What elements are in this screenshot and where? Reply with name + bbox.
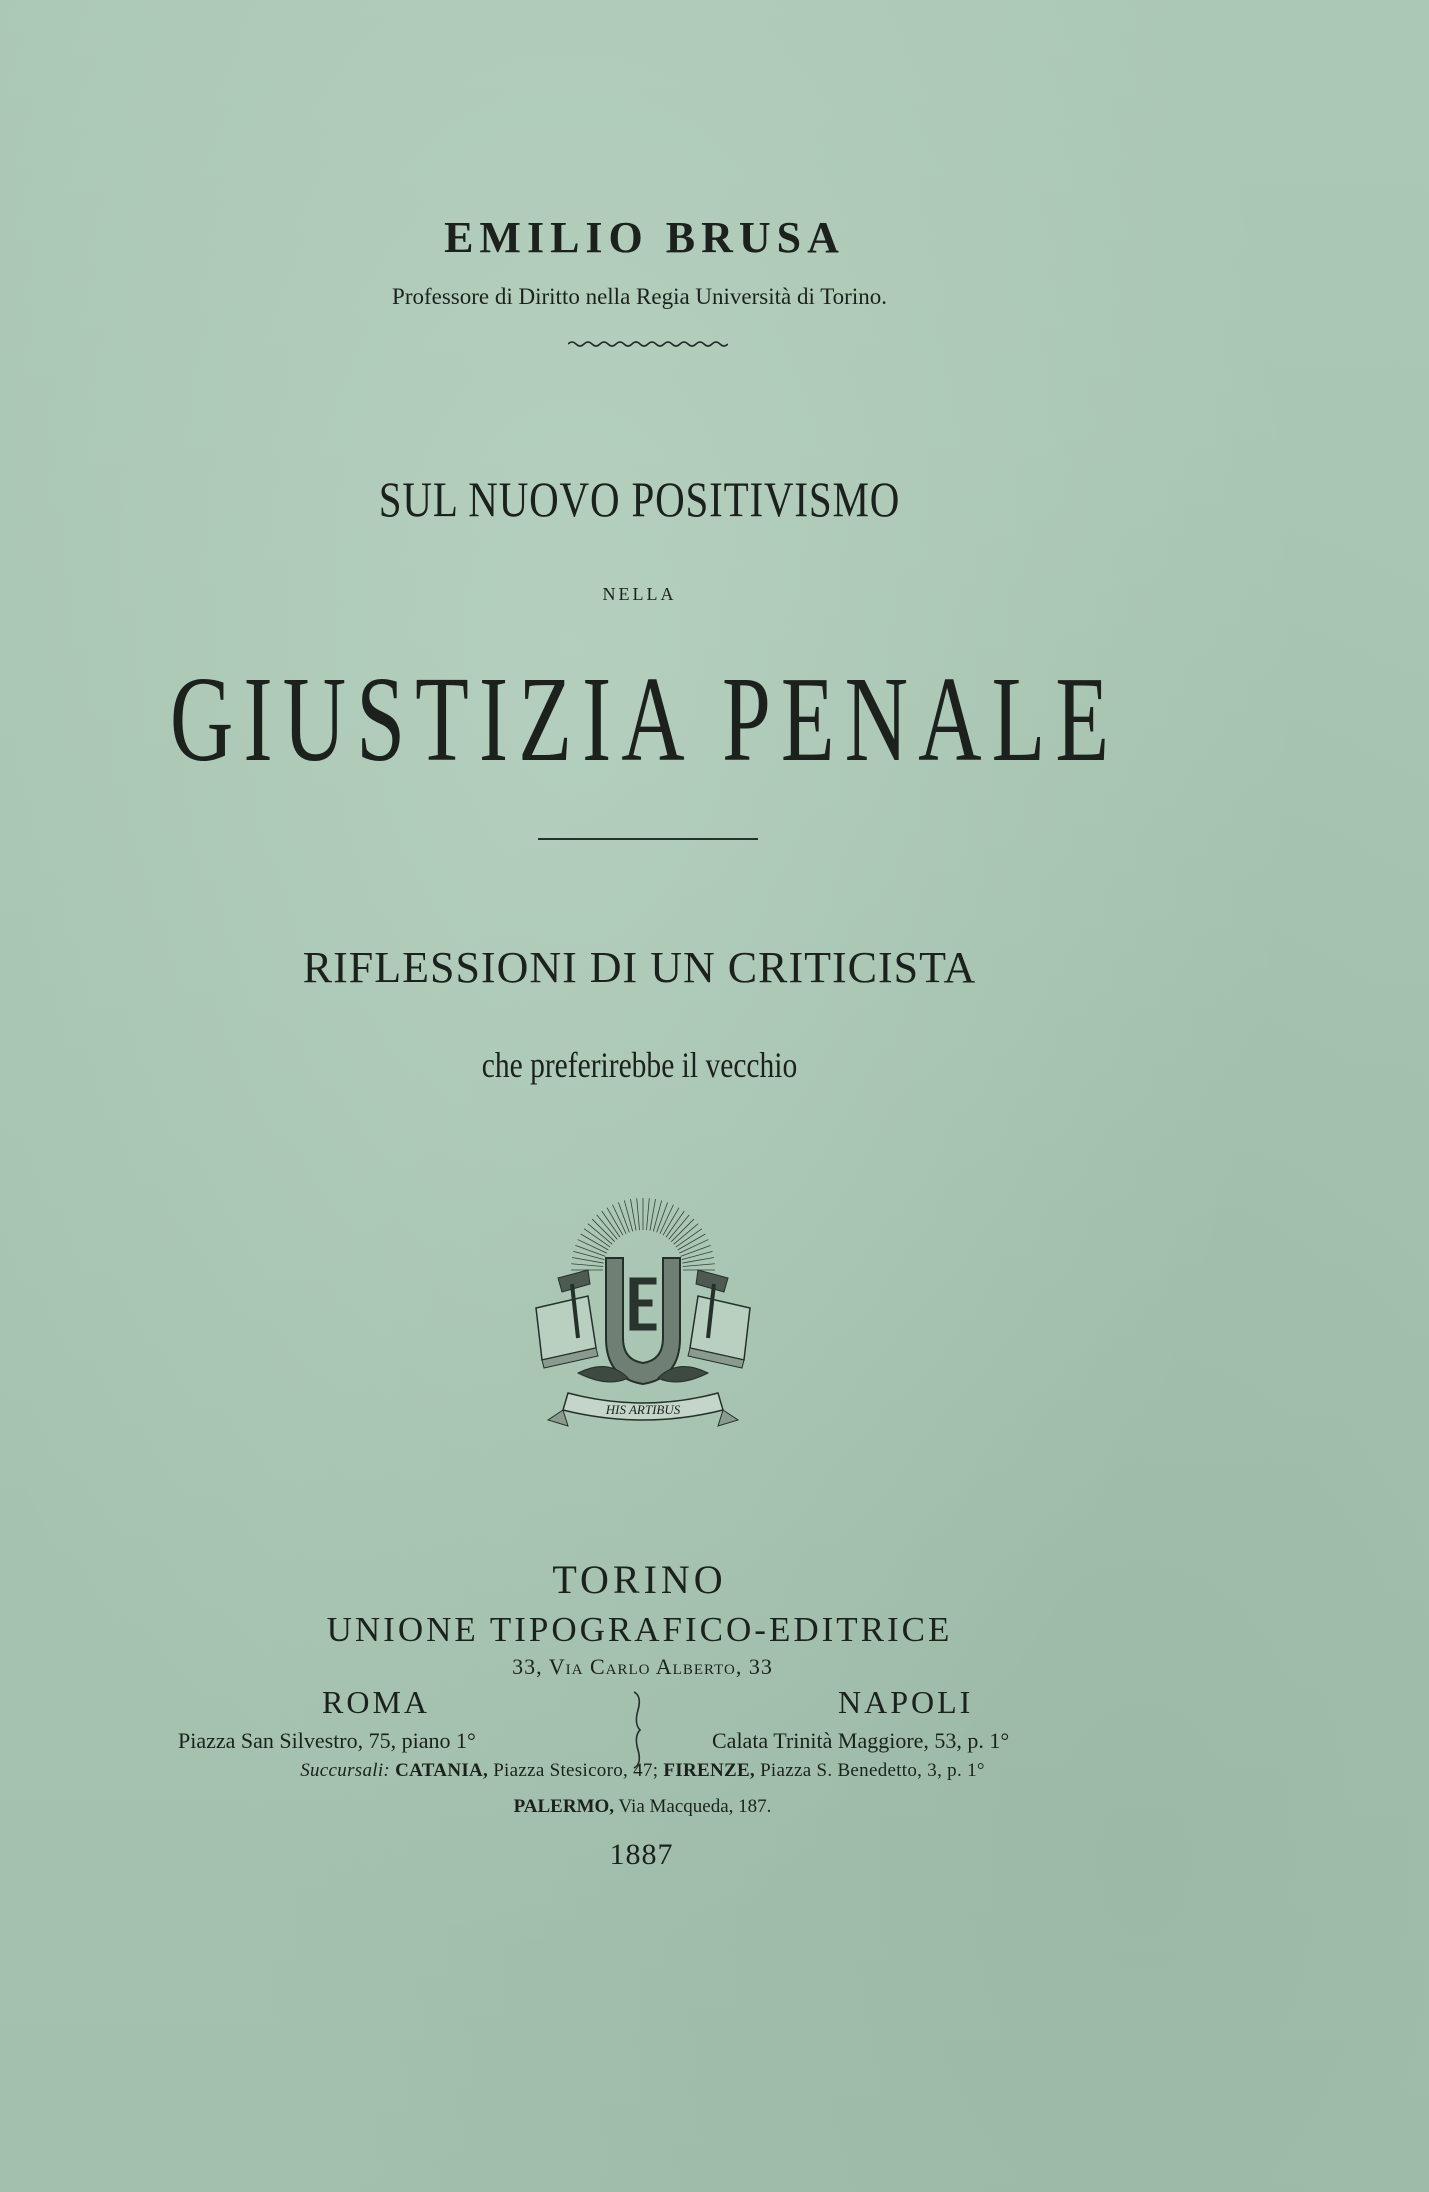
brace-separator bbox=[630, 1690, 646, 1770]
emblem-motto: HIS ARTIBUS bbox=[605, 1402, 681, 1417]
publisher-address-text: 33, Via Carlo Alberto, 33 bbox=[512, 1654, 773, 1679]
subtitle-line-2: che preferirebbe il vecchio bbox=[481, 1045, 798, 1085]
wavy-ornament bbox=[568, 340, 728, 348]
author-affiliation: Professore di Diritto nella Regia Università di Torino. bbox=[392, 284, 887, 309]
publisher-emblem-icon bbox=[518, 1188, 768, 1438]
succursale-palermo: PALERMO, bbox=[513, 1796, 615, 1817]
succursale-palermo-address: Via Macqueda, 187. bbox=[618, 1796, 772, 1817]
branch-address-napoli: Calata Trinità Maggiore, 53, p. 1° bbox=[712, 1728, 1010, 1753]
main-title: GIUSTIZIA PENALE bbox=[169, 652, 1120, 787]
publisher-address bbox=[0, 1654, 1357, 1680]
succursale-catania: CATANIA, bbox=[395, 1760, 489, 1781]
succursale-catania-address: Piazza Stesicoro, 47; bbox=[493, 1760, 659, 1781]
branch-city-napoli: NAPOLI bbox=[838, 1684, 974, 1720]
imprint-city: TORINO bbox=[552, 1557, 727, 1602]
branch-address-roma: Piazza San Silvestro, 75, piano 1° bbox=[178, 1728, 476, 1753]
succursale-palermo-line bbox=[0, 1796, 1357, 1818]
succursali-label: Succursali: bbox=[300, 1760, 391, 1781]
subtitle-line-1: RIFLESSIONI DI UN CRITICISTA bbox=[302, 943, 977, 992]
succursali-line bbox=[0, 1760, 1357, 1782]
succursale-firenze: FIRENZE, bbox=[663, 1760, 755, 1781]
author-name: EMILIO BRUSA bbox=[444, 213, 845, 262]
publisher-name: UNIONE TIPOGRAFICO-EDITRICE bbox=[326, 1610, 953, 1649]
publication-year: 1887 bbox=[609, 1838, 674, 1871]
divider-rule bbox=[538, 838, 758, 840]
title-line-1: SUL NUOVO POSITIVISMO bbox=[378, 471, 901, 527]
branch-city-roma: ROMA bbox=[322, 1684, 431, 1720]
succursale-firenze-address: Piazza S. Benedetto, 3, p. 1° bbox=[760, 1760, 985, 1781]
title-connector: NELLA bbox=[602, 584, 677, 604]
